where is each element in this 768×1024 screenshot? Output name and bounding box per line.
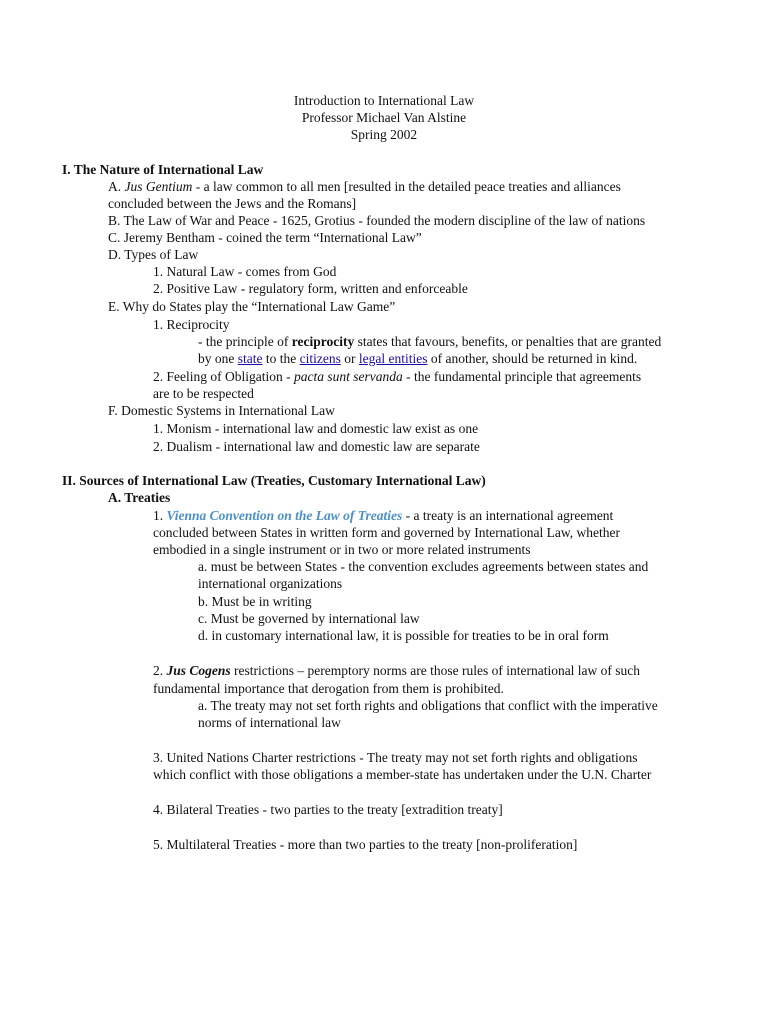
reciprocity-cont-mid1: to the: [262, 351, 300, 366]
item-1d2: 2. Positive Law - regulatory form, written and enforceable: [153, 281, 468, 296]
treaty-1b: b. Must be in writing: [198, 594, 312, 609]
treaty-1a: a. must be between States - the convention excludes agreements between states and: [198, 559, 649, 574]
item-1f2: 2. Dualism - international law and domestic law are separate: [153, 439, 480, 454]
item-1e2: [153, 368, 641, 385]
legal-entities-link[interactable]: legal entities: [358, 351, 428, 366]
doc-professor: Professor Michael Van Alstine: [301, 110, 467, 125]
treaty-1a-cont: international organizations: [198, 576, 343, 591]
section-2-heading: II. Sources of International Law (Treaties, Customary International Law): [62, 473, 486, 488]
reciprocity-pre: - the principle of: [198, 334, 292, 349]
item-1e: E. Why do States play the “International Law Game”: [108, 299, 396, 314]
vienna-convention-link[interactable]: Vienna Convention on the Law of Treaties: [166, 508, 403, 523]
doc-title: Introduction to International Law: [293, 93, 475, 108]
reciprocity-bold: reciprocity: [291, 334, 355, 349]
obligation-pre: 2. Feeling of Obligation -: [153, 369, 294, 384]
item-1d: D. Types of Law: [108, 247, 199, 262]
treaty-1-num: 1.: [153, 508, 167, 523]
item-1e1-desc-cont: [198, 350, 637, 367]
item-1a-text: - a law common to all men [resulted in the detailed peace treaties and alliances: [192, 179, 621, 194]
treaty-2: [153, 662, 640, 679]
treaty-2-num: 2.: [153, 663, 167, 678]
item-1f: F. Domestic Systems in International Law: [108, 403, 335, 418]
treaty-4: 4. Bilateral Treaties - two parties to the treaty [extradition treaty]: [153, 802, 503, 817]
treaty-2a-cont: norms of international law: [198, 715, 341, 730]
item-1a-prefix: A.: [108, 179, 125, 194]
treaty-5: 5. Multilateral Treaties - more than two parties to the treaty [non-proliferation]: [153, 837, 578, 852]
treaty-2a: a. The treaty may not set forth rights and obligations that conflict with the imperative: [198, 698, 658, 713]
treaty-3: 3. United Nations Charter restrictions - The treaty may not set forth rights and obligations: [153, 750, 638, 765]
pacta-term: pacta sunt servanda: [293, 369, 403, 384]
item-1e1: 1. Reciprocity: [153, 317, 230, 332]
obligation-post: - the fundamental principle that agreements: [402, 369, 642, 384]
state-link[interactable]: state: [237, 351, 263, 366]
treaty-1-post: - a treaty is an international agreement: [402, 508, 614, 523]
treaty-1-line3: embodied in a single instrument or in two or more related instruments: [153, 542, 531, 557]
treaty-1d: d. in customary international law, it is possible for treaties to be in oral form: [198, 628, 609, 643]
item-1c: C. Jeremy Bentham - coined the term “International Law”: [108, 230, 422, 245]
reciprocity-cont-mid2: or: [340, 351, 359, 366]
item-1e1-desc: [198, 333, 661, 350]
item-2a: A. Treaties: [108, 490, 171, 505]
item-1f1: 1. Monism - international law and domestic law exist as one: [153, 421, 479, 436]
item-1b: B. The Law of War and Peace - 1625, Grotius - founded the modern discipline of the law of nations: [108, 213, 646, 228]
reciprocity-cont-pre: by one: [198, 351, 238, 366]
item-1a-cont: concluded between the Jews and the Romans]: [108, 196, 357, 211]
reciprocity-post: states that favours, benefits, or penalties that are granted: [354, 334, 662, 349]
item-1a: [108, 178, 621, 195]
treaty-3-line2: which conflict with those obligations a member-state has undertaken under the U.N. Charter: [153, 767, 652, 782]
item-1d1: 1. Natural Law - comes from God: [153, 264, 337, 279]
treaty-2-post: restrictions – peremptory norms are those rules of international law of such: [230, 663, 641, 678]
citizens-link[interactable]: citizens: [299, 351, 341, 366]
jus-cogens-term: Jus Cogens: [166, 663, 231, 678]
item-1e2-cont: are to be respected: [153, 386, 254, 401]
treaty-1c: c. Must be governed by international law: [198, 611, 420, 626]
treaty-1: [153, 507, 613, 524]
jus-gentium-term: Jus Gentium: [124, 179, 193, 194]
section-1-heading: I. The Nature of International Law: [62, 162, 264, 177]
treaty-2-line2: fundamental importance that derogation from them is prohibited.: [153, 681, 504, 696]
reciprocity-cont-post: of another, should be returned in kind.: [427, 351, 638, 366]
treaty-1-line2: concluded between States in written form and governed by International Law, whether: [153, 525, 620, 540]
doc-term: Spring 2002: [350, 127, 418, 142]
